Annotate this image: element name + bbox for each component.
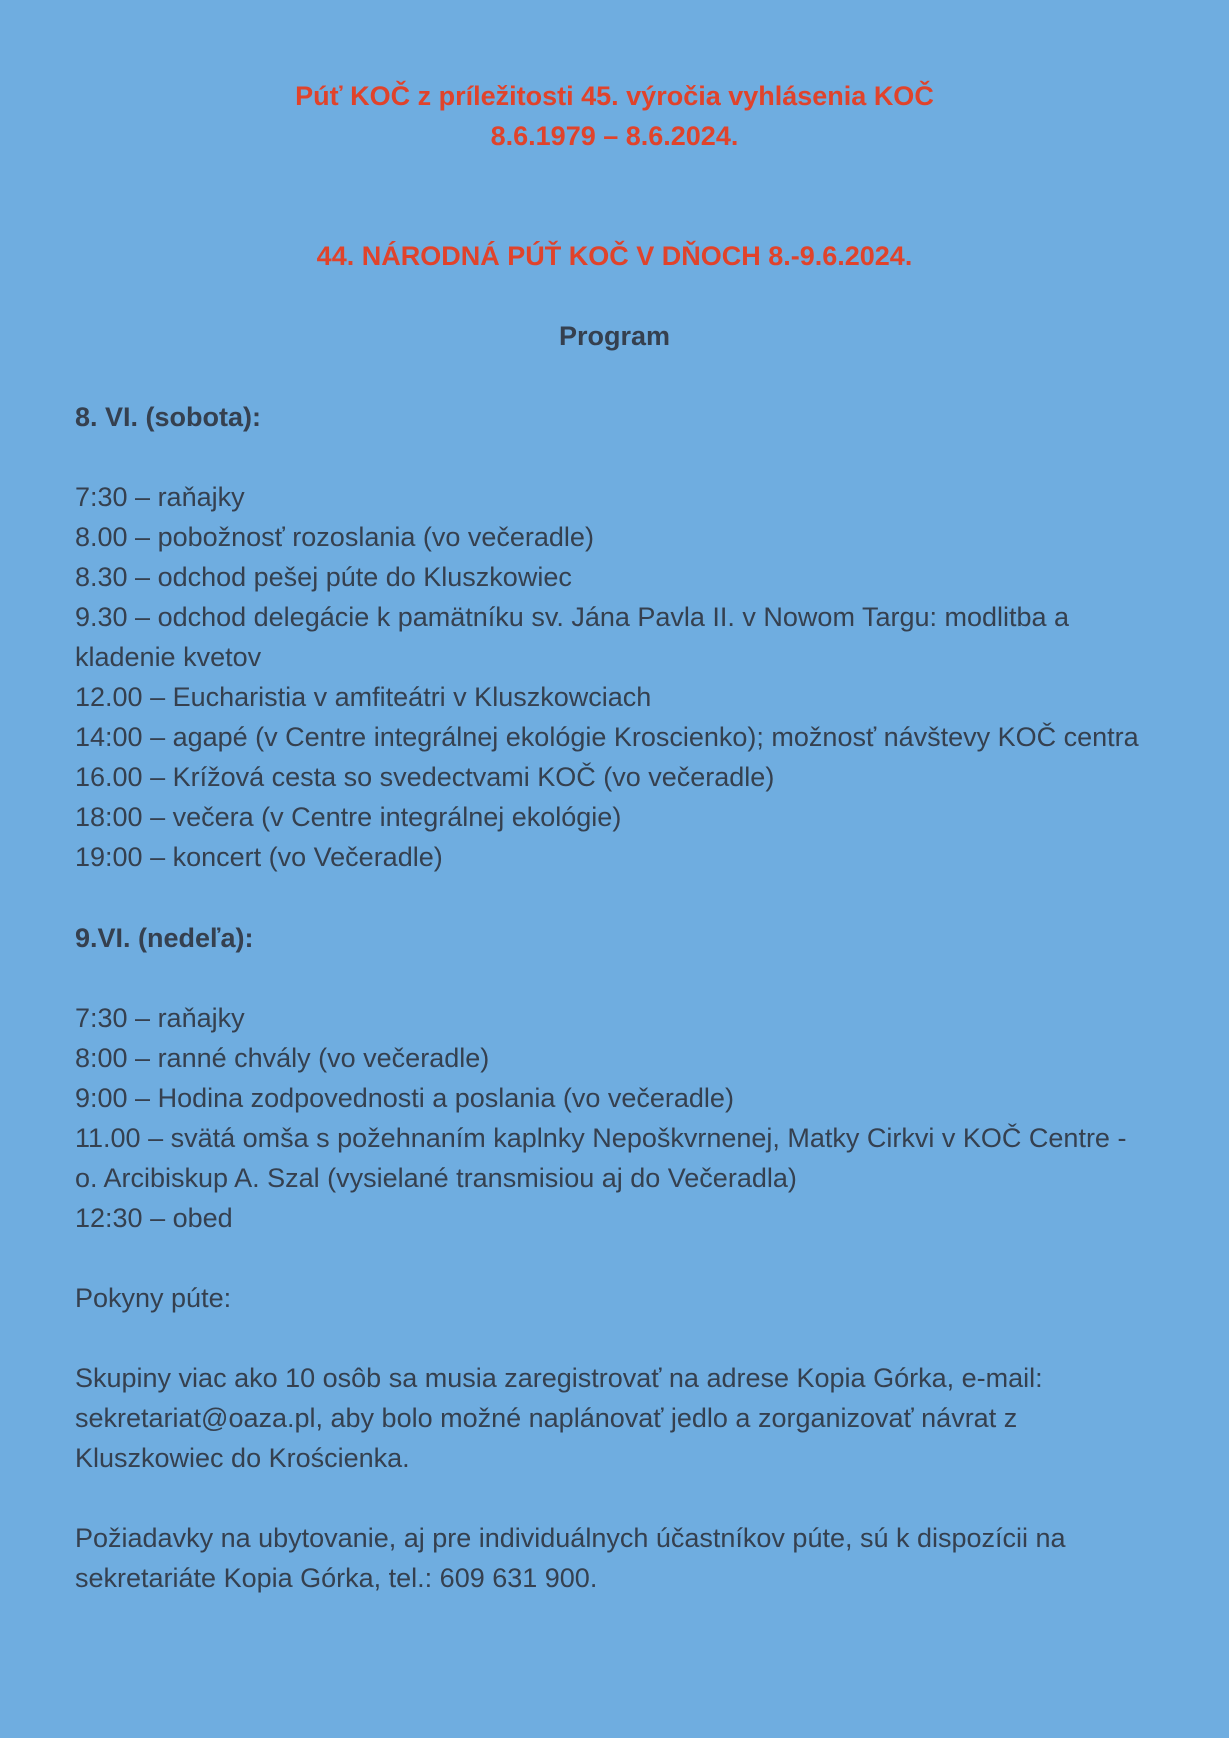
schedule-item: 8.30 – odchod pešej púte do Kluszkowiec — [75, 562, 572, 592]
schedule-item: 9:00 – Hodina zodpovednosti a poslania (vo večeradle) — [75, 1083, 734, 1113]
title-line-1: Púť KOČ z príležitosti 45. výročia vyhlásenia KOČ — [295, 81, 934, 111]
schedule-item: 7:30 – raňajky — [75, 1003, 245, 1033]
pilgrimage-title — [75, 0, 1154, 156]
schedule-item: 8:00 – ranné chvály (vo večeradle) — [75, 1043, 490, 1073]
schedule-item: 19:00 – koncert (vo Večeradle) — [75, 842, 443, 872]
day2-heading: 9.VI. (nedeľa): — [75, 923, 254, 953]
schedule-item: 7:30 – raňajky — [75, 482, 245, 512]
title-line-2: 8.6.1979 – 8.6.2024. — [490, 121, 739, 151]
schedule-item: 9.30 – odchod delegácie k pamätníku sv. Jána Pavla II. v Nowom Targu: modlitba a kladenie kvetov — [75, 602, 1070, 672]
day1-schedule — [75, 477, 1154, 877]
schedule-item: 12:30 – obed — [75, 1203, 233, 1233]
instructions-heading: Pokyny púte: — [75, 1283, 232, 1313]
schedule-item: 8.00 – pobožnosť rozoslania (vo večeradle) — [75, 522, 594, 552]
schedule-item: 16.00 – Krížová cesta so svedectvami KOČ (vo večeradle) — [75, 762, 775, 792]
schedule-item: 11.00 – svätá omša s požehnaním kaplnky Nepoškvrnenej, Matky Cirkvi v KOČ Centre - o. Arcibiskup A. Szal (vysielané transmisiou aj do Večeradla) — [75, 1123, 1127, 1193]
instructions-paragraph-accommodation: Požiadavky na ubytovanie, aj pre individuálnych účastníkov púte, sú k dispozícii na sekretariáte Kopia Górka, tel.: 609 631 900. — [75, 1523, 1066, 1593]
schedule-item: 14:00 – agapé (v Centre integrálnej ekológie Kroscienko); možnosť návštevy KOČ centra — [75, 722, 1139, 752]
day1-heading: 8. VI. (sobota): — [75, 402, 262, 432]
national-pilgrimage-title: 44. NÁRODNÁ PÚŤ KOČ V DŇOCH 8.-9.6.2024. — [316, 241, 913, 271]
schedule-item: 12.00 – Eucharistia v amfiteátri v Kluszkowciach — [75, 682, 652, 712]
day2-schedule — [75, 998, 1154, 1238]
instructions-paragraph-registration: Skupiny viac ako 10 osôb sa musia zaregistrovať na adrese Kopia Górka, e-mail: sekretariat@oaza.pl, aby bolo možné naplánovať jedlo a zorganizovať návrat z Kluszkowiec do Krościenka. — [75, 1363, 1043, 1473]
schedule-item: 18:00 – večera (v Centre integrálnej ekológie) — [75, 802, 622, 832]
program-heading: Program — [558, 321, 671, 351]
